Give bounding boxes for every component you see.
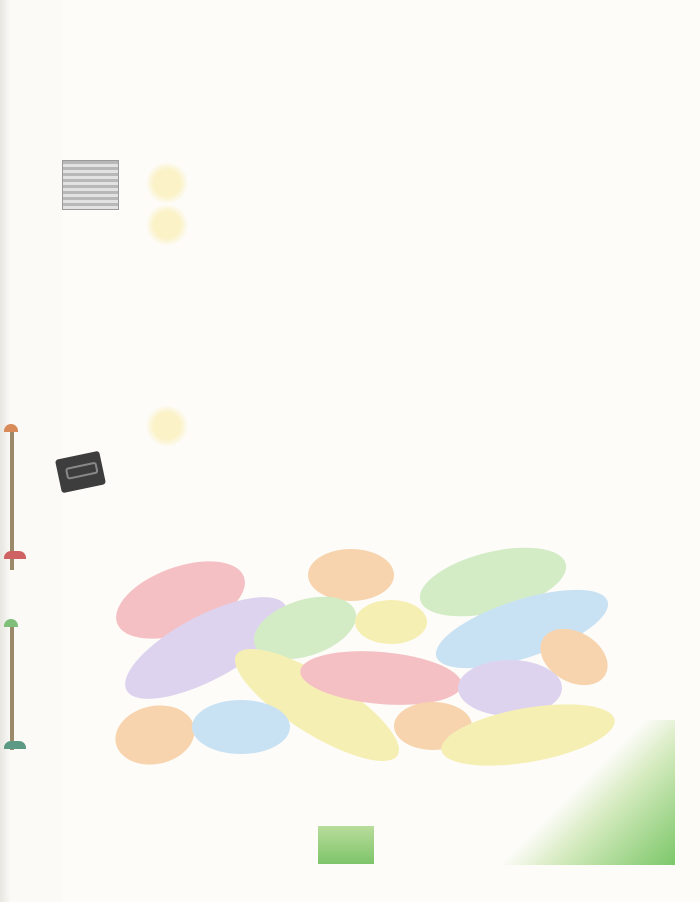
lamp-illustration: [4, 424, 18, 432]
word-bubble: [192, 700, 290, 754]
word-bubble: [355, 600, 427, 644]
page-number-tab: [318, 826, 374, 864]
dotted-top-border: [66, 56, 636, 66]
lamp-illustration: [4, 551, 26, 559]
exercise-5-badge: [145, 406, 189, 446]
word-bubble: [308, 549, 394, 601]
lamp-illustration: [4, 741, 26, 749]
badge-background: [145, 406, 189, 446]
book-illustration: [62, 160, 119, 210]
lamp-illustration: [4, 619, 18, 627]
lamp-post-illustration: [10, 430, 14, 570]
word-bubble: [110, 698, 200, 771]
exercise-3-badge: [145, 163, 189, 203]
dotted-spine: [58, 40, 68, 800]
decorative-green-corner: [500, 720, 675, 865]
exercise-4-badge: [145, 205, 189, 245]
page-number: [318, 800, 374, 862]
lamp-post-illustration: [10, 625, 14, 750]
badge-background: [145, 163, 189, 203]
badge-background: [145, 205, 189, 245]
